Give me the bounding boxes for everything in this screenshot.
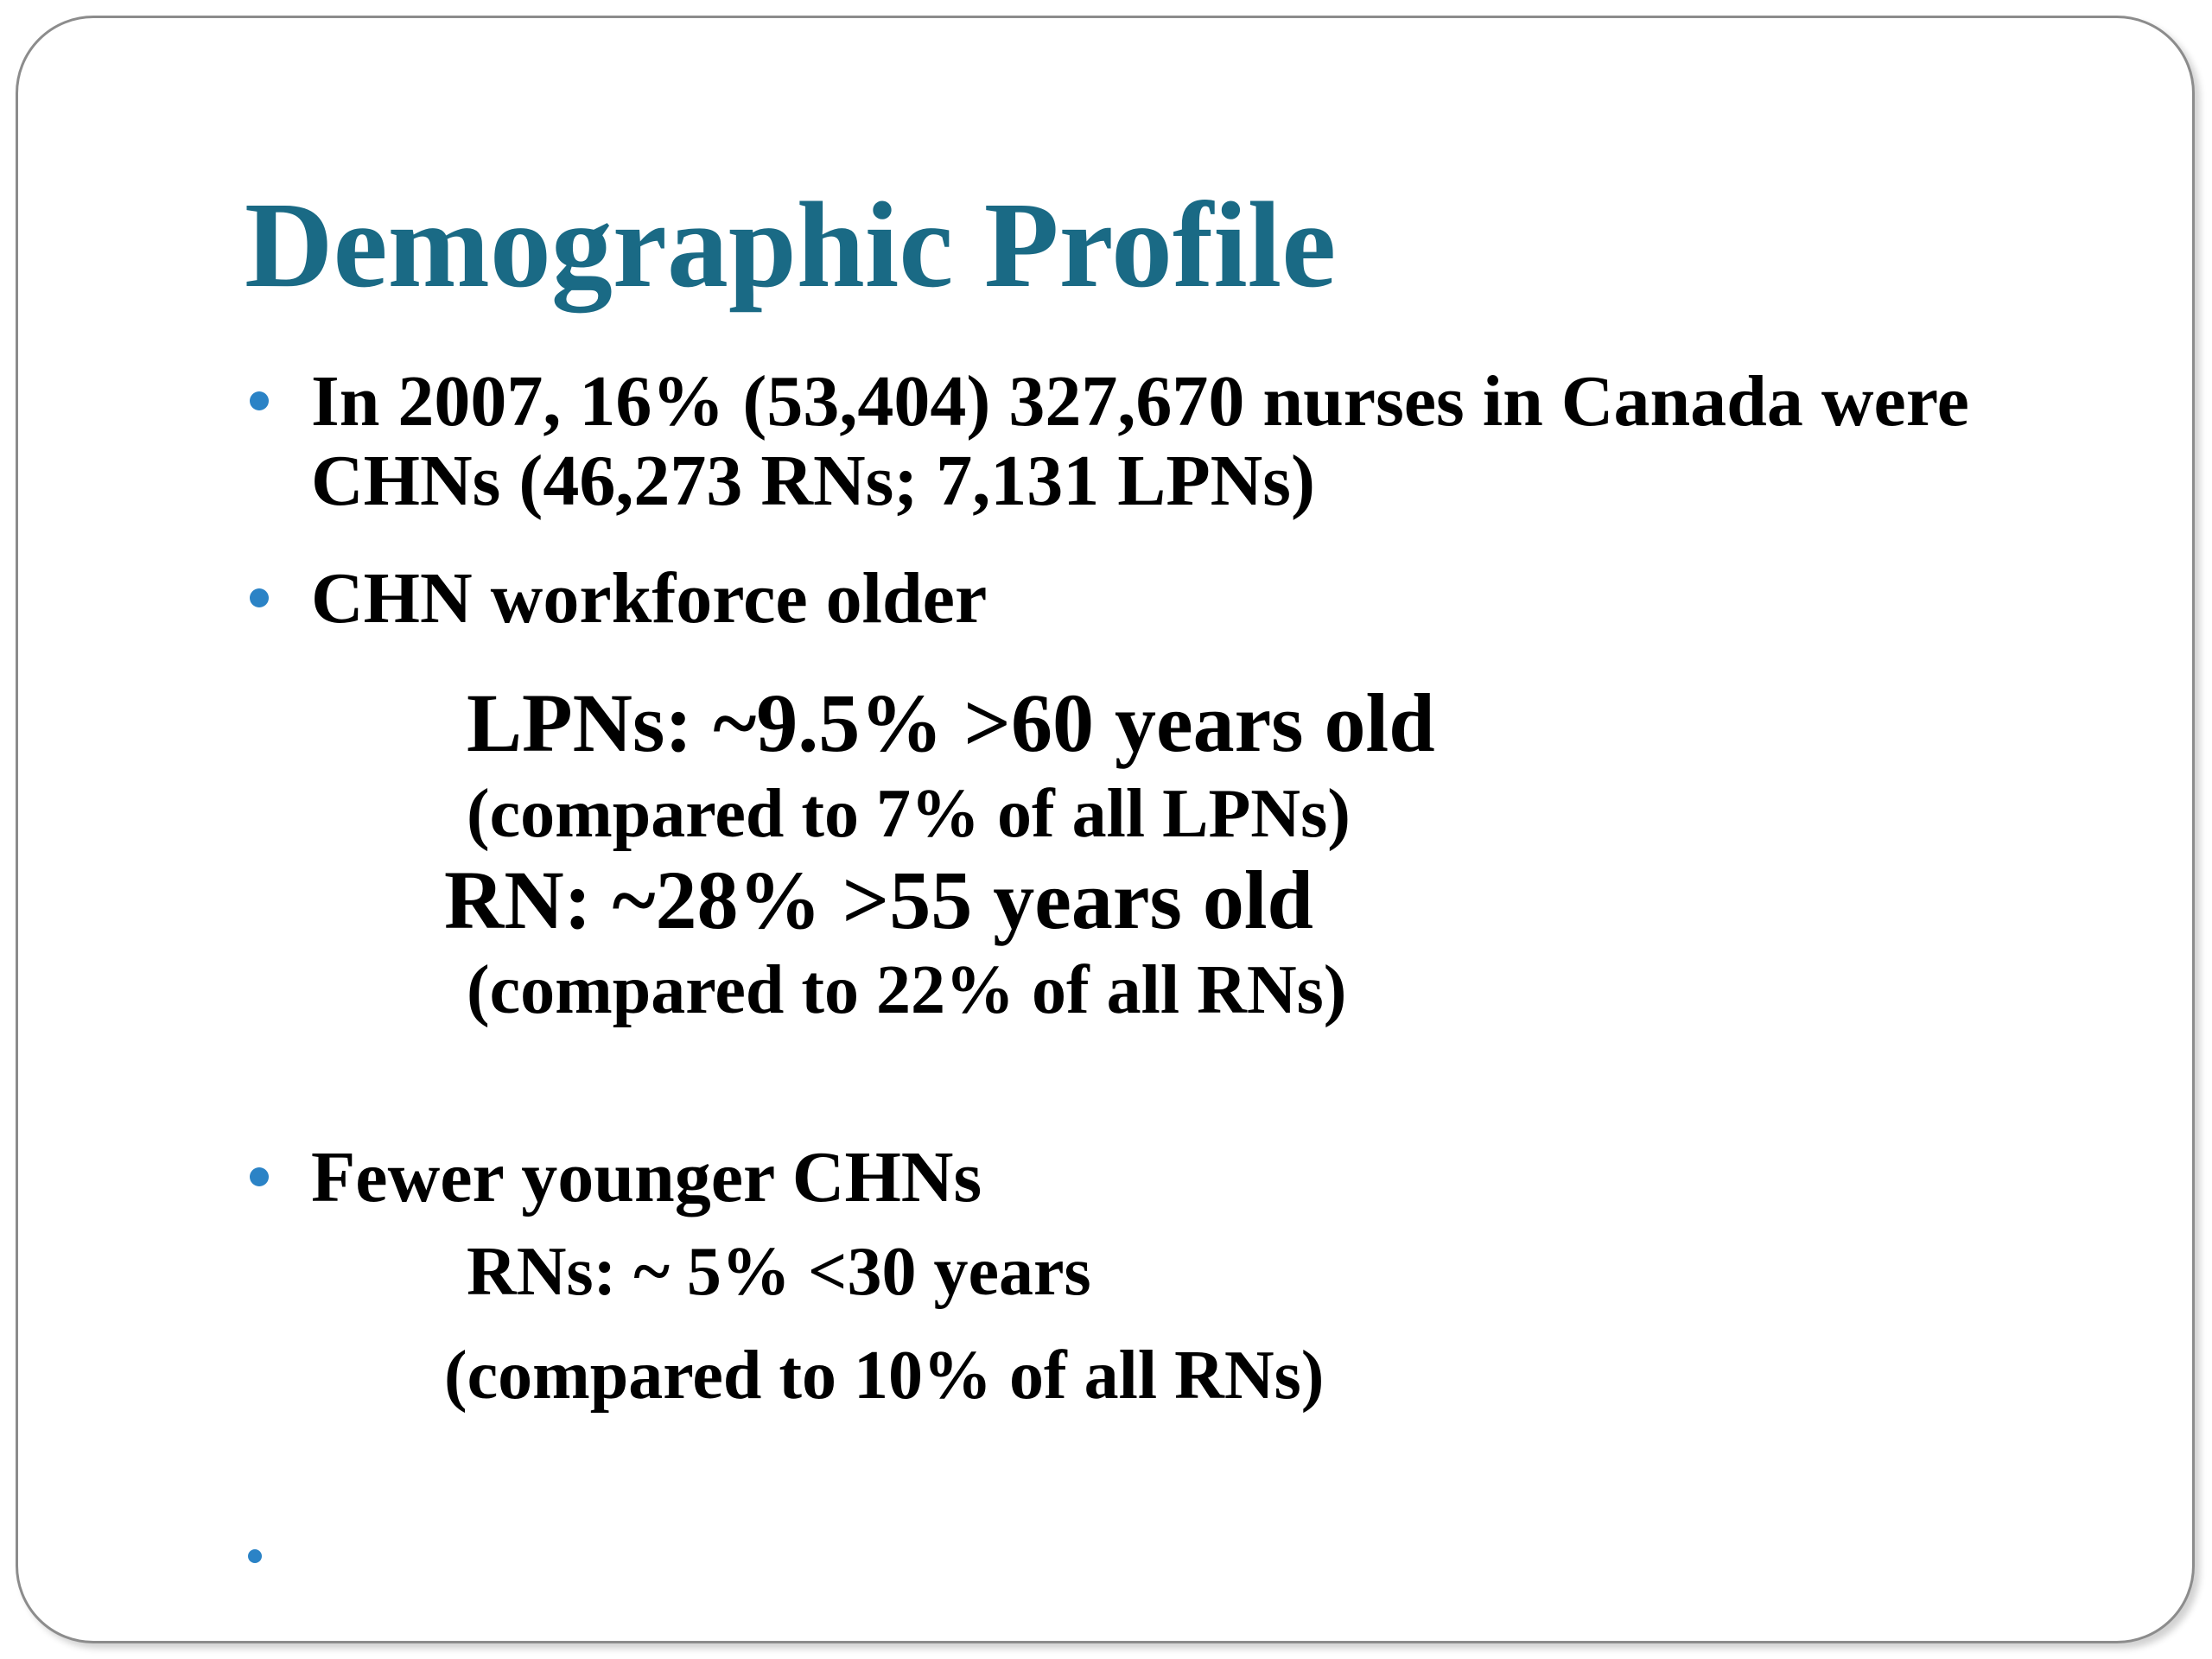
bullet-marker xyxy=(250,588,269,607)
lpn-age-stat: LPNs: ~9.5% >60 years old xyxy=(467,677,1435,769)
rn-comparison: (compared to 22% of all RNs) xyxy=(467,952,1347,1028)
bullet2-text: CHN workforce older xyxy=(311,558,988,639)
bullet1-line2: CHNs (46,273 RNs; 7,131 LPNs) xyxy=(311,441,1315,521)
rn-age-stat: RN: ~28% >55 years old xyxy=(444,854,1313,946)
rn-young-stat: RNs: ~ 5% <30 years xyxy=(467,1234,1091,1310)
slide-title: Demographic Profile xyxy=(245,176,1337,313)
bullet1-line1: In 2007, 16% (53,404) 327,670 nurses in Canada were xyxy=(311,361,1969,442)
bullet-marker-empty xyxy=(248,1549,262,1563)
bullet-marker xyxy=(250,391,269,410)
lpn-comparison: (compared to 7% of all LPNs) xyxy=(467,776,1351,852)
bullet3-text: Fewer younger CHNs xyxy=(311,1137,982,1217)
bullet-marker xyxy=(250,1167,269,1186)
rn-young-comparison: (compared to 10% of all RNs) xyxy=(444,1338,1325,1414)
